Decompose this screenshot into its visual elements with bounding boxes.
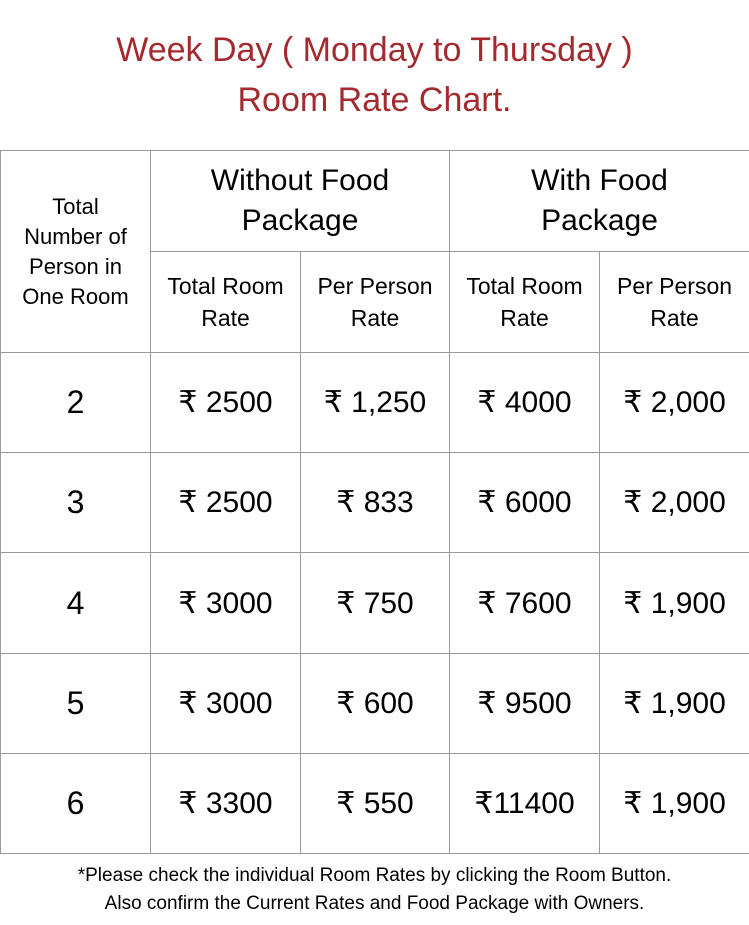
footer-note xyxy=(0,853,749,925)
subheader-per-person-rate: Per Person Rate xyxy=(301,252,450,353)
table-row xyxy=(1,553,749,654)
rate-table xyxy=(0,150,749,854)
persons-cell: 3 xyxy=(1,453,151,553)
persons-header: Total Number of Person in One Room xyxy=(1,151,151,353)
rate-cell: ₹ 3000 xyxy=(151,654,301,754)
rate-cell: ₹ 1,900 xyxy=(600,654,749,754)
group-header-with-food: With Food Package xyxy=(450,151,749,252)
persons-cell: 4 xyxy=(1,553,151,654)
subheader-total-room-rate: Total Room Rate xyxy=(450,252,600,353)
rate-cell: ₹ 6000 xyxy=(450,453,600,553)
rate-cell: ₹ 2,000 xyxy=(600,353,749,453)
rate-cell: ₹ 1,900 xyxy=(600,754,749,854)
title-line-1: Week Day ( Monday to Thursday ) xyxy=(116,31,633,69)
rate-cell: ₹ 550 xyxy=(301,754,450,854)
rate-cell: ₹ 3300 xyxy=(151,754,301,854)
rate-cell: ₹ 9500 xyxy=(450,654,600,754)
subheader-total-room-rate: Total Room Rate xyxy=(151,252,301,353)
footer-line-2: Also confirm the Current Rates and Food Package with Owners. xyxy=(104,893,645,914)
rate-cell: ₹ 3000 xyxy=(151,553,301,654)
persons-cell: 6 xyxy=(1,754,151,854)
rate-cell: ₹ 2,000 xyxy=(600,453,749,553)
title-block xyxy=(0,0,749,150)
rate-cell: ₹11400 xyxy=(450,754,600,854)
table-row xyxy=(1,654,749,754)
rate-cell: ₹ 600 xyxy=(301,654,450,754)
table-row xyxy=(1,754,749,854)
footer-line-1: *Please check the individual Room Rates by clicking the Room Button. xyxy=(77,865,672,886)
table-header-row xyxy=(1,151,749,252)
group-header-without-food: Without Food Package xyxy=(151,151,450,252)
persons-cell: 2 xyxy=(1,353,151,453)
title-line-2: Room Rate Chart. xyxy=(237,81,512,119)
table-row xyxy=(1,353,749,453)
subheader-per-person-rate: Per Person Rate xyxy=(600,252,749,353)
persons-cell: 5 xyxy=(1,654,151,754)
rate-cell: ₹ 2500 xyxy=(151,453,301,553)
rate-cell: ₹ 833 xyxy=(301,453,450,553)
rate-cell: ₹ 750 xyxy=(301,553,450,654)
rate-cell: ₹ 2500 xyxy=(151,353,301,453)
rate-cell: ₹ 4000 xyxy=(450,353,600,453)
table-row xyxy=(1,453,749,553)
rate-cell: ₹ 1,250 xyxy=(301,353,450,453)
rate-cell: ₹ 7600 xyxy=(450,553,600,654)
rate-cell: ₹ 1,900 xyxy=(600,553,749,654)
